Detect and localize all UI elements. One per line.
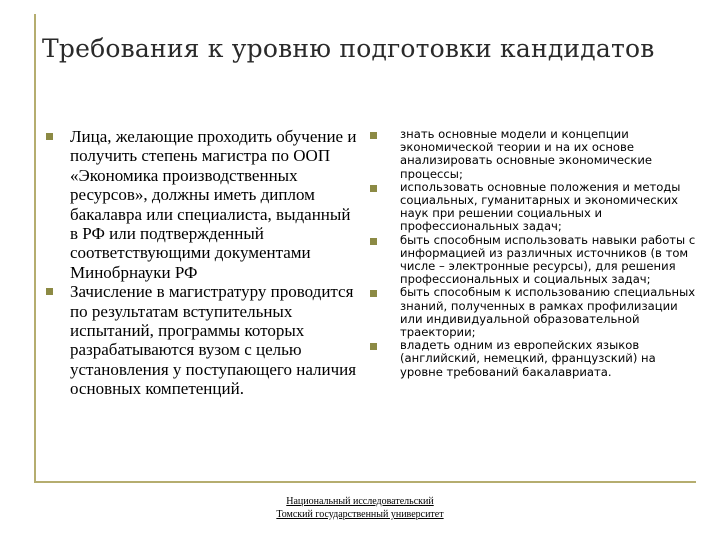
- right-item-text: знать основные модели и концепции экономической теории и на их основе анализировать основные экономические процессы;: [400, 127, 653, 181]
- left-list-item: [44, 282, 362, 398]
- square-bullet-icon: [46, 288, 53, 295]
- footer-institution-line-1: Национальный исследовательский: [286, 496, 434, 507]
- frame-vertical-line: [34, 14, 36, 482]
- right-item-text: быть способным к использованию специальных знаний, полученных в рамках профилизации или индивидуальной образовательной траектории;: [400, 285, 696, 340]
- frame-horizontal-line: [34, 481, 696, 483]
- right-item-text: использовать основные положения и методы социальных, гуманитарных и экономических наук при решении социальных и профессиональных задач;: [400, 179, 681, 234]
- left-column: [44, 127, 362, 399]
- square-bullet-icon: [370, 290, 377, 297]
- right-list-item: [369, 339, 699, 379]
- right-list-item: [369, 286, 699, 339]
- square-bullet-icon: [370, 132, 377, 139]
- right-list-item: [369, 181, 699, 234]
- right-bullet-list: [369, 128, 699, 379]
- left-item-text: Лица, желающие проходить обучение и получить степень магистра по ООП «Экономика производственных ресурсов», должны иметь диплом бакалавра или специалиста, выданный в РФ или подтвержденный соответствующими документами Минобрнауки РФ: [70, 127, 357, 282]
- left-list-item: [44, 127, 362, 282]
- right-list-item: [369, 234, 699, 287]
- footer-institution-line-2: Томский государственный университет: [276, 509, 444, 520]
- footer: [240, 495, 480, 521]
- square-bullet-icon: [46, 133, 53, 140]
- left-bullet-list: [44, 127, 362, 399]
- slide-title: Требования к уровню подготовки кандидатов: [42, 34, 655, 63]
- left-item-text: Зачисление в магистратуру проводится по результатам вступительных испытаний, программы которых разрабатываются вузом с целью установления у поступающего наличия основных компетенций.: [70, 282, 357, 399]
- square-bullet-icon: [370, 238, 377, 245]
- right-item-text: быть способным использовать навыки работы с информацией из различных источников (в том числе – электронные ресурсы), для решения профессиональных и социальных задач;: [400, 232, 696, 287]
- right-column: [369, 128, 699, 379]
- square-bullet-icon: [370, 185, 377, 192]
- square-bullet-icon: [370, 343, 377, 350]
- right-item-text: владеть одним из европейских языков (английский, немецкий, французский) на уровне требований бакалавриата.: [400, 338, 656, 379]
- right-list-item: [369, 128, 699, 181]
